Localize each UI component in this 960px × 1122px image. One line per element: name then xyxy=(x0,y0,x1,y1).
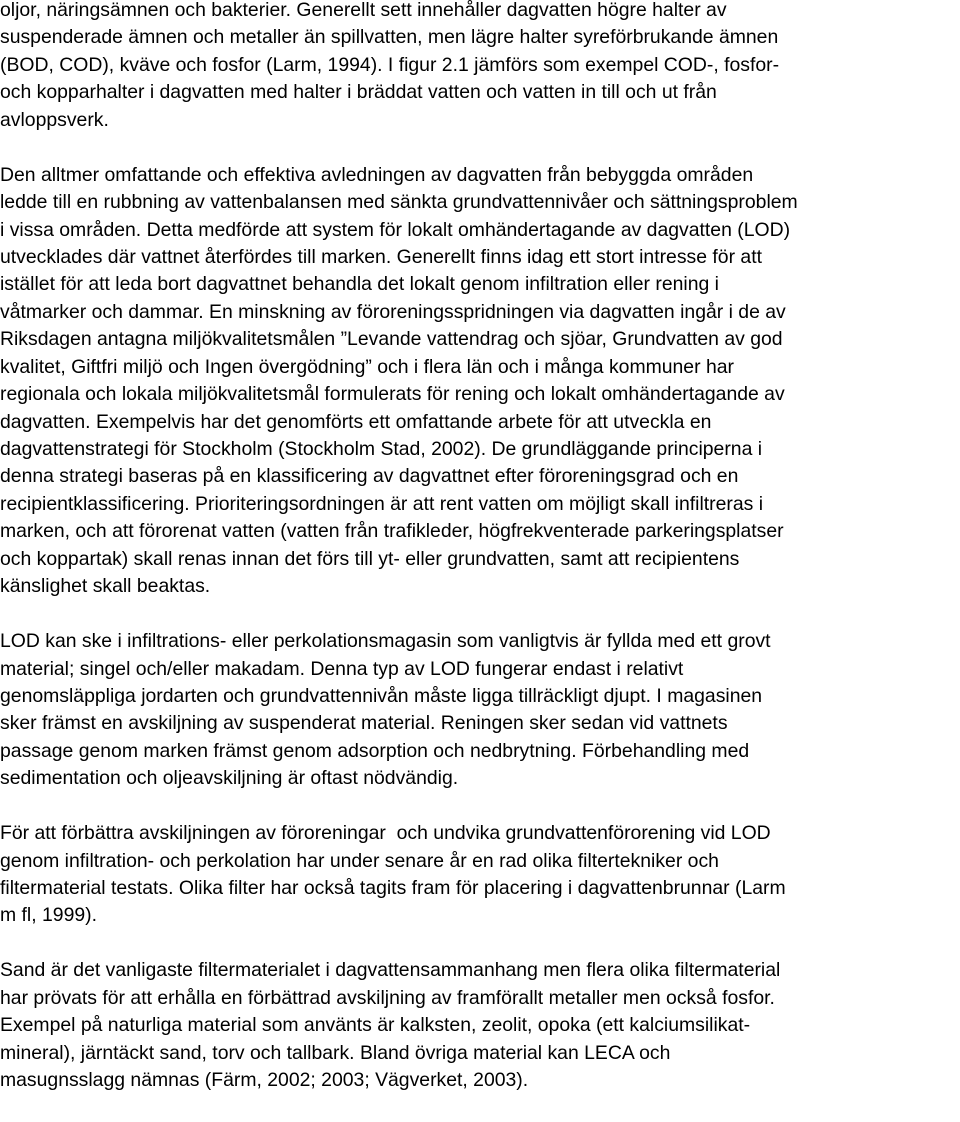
text-line: LOD kan ske i infiltrations- eller perkolationsmagasin som vanligtvis är fyllda med ett grovt xyxy=(0,630,771,653)
text-line: i vissa områden. Detta medförde att system för lokalt omhändertagande av dagvatten (LOD) xyxy=(0,218,791,241)
paragraph-infiltration-magazines xyxy=(0,628,960,793)
paragraph-pollutants xyxy=(0,0,960,134)
text-line: genom infiltration- och perkolation har under senare år en rad olika filtertekniker och xyxy=(0,849,719,872)
text-line: ledde till en rubbning av vattenbalansen med sänkta grundvattennivåer och sättningsproblem xyxy=(0,191,798,214)
text-line: m fl, 1999). xyxy=(0,904,97,927)
text-line: masugnsslagg nämnas (Färm, 2002; 2003; Vägverket, 2003). xyxy=(0,1069,529,1092)
text-line: och kopparhalter i dagvatten med halter i bräddat vatten och vatten in till och ut från xyxy=(0,81,717,104)
text-line: För att förbättra avskiljningen av föroreningar och undvika grundvattenförorening vid LOD xyxy=(0,822,771,845)
text-line: marken, och att förorenat vatten (vatten från trafikleder, högfrekventerade parkeringsplatser xyxy=(0,520,784,543)
text-line: Den alltmer omfattande och effektiva avledningen av dagvatten från bebyggda områden xyxy=(0,163,754,186)
text-line: regionala och lokala miljökvalitetsmål formulerats för rening och lokalt omhändertagande av xyxy=(0,383,785,406)
text-line: Exempel på naturliga material som använts är kalksten, zeolit, opoka (ett kalciumsilikat- xyxy=(0,1014,751,1037)
text-line: sedimentation och oljeavskiljning är oftast nödvändig. xyxy=(0,767,459,790)
paragraph-lod-background xyxy=(0,162,960,601)
text-line: kvalitet, Giftfri miljö och Ingen övergödning” och i flera län och i många kommuner har xyxy=(0,355,734,378)
text-line: genomsläppliga jordarten och grundvattennivån måste ligga tillräckligt djupt. I magasinen xyxy=(0,684,763,707)
text-line: mineral), järntäckt sand, torv och tallbark. Bland övriga material kan LECA och xyxy=(0,1041,671,1064)
paragraph-filter-techniques xyxy=(0,820,960,930)
text-line: passage genom marken främst genom adsorption och nedbrytning. Förbehandling med xyxy=(0,739,750,762)
text-line: dagvatten. Exempelvis har det genomförts ett omfattande arbete för att utveckla en xyxy=(0,410,712,433)
text-line: avloppsverk. xyxy=(0,108,109,131)
text-line: filtermaterial testats. Olika filter har också tagits fram för placering i dagvattenbrunnar (Larm xyxy=(0,877,786,899)
text-line: istället för att leda bort dagvattnet behandla det lokalt genom infiltration eller rening i xyxy=(0,273,719,296)
text-line: oljor, näringsämnen och bakterier. Generellt sett innehåller dagvatten högre halter av xyxy=(0,0,727,21)
text-line: (BOD, COD), kväve och fosfor (Larm, 1994). I figur 2.1 jämförs som exempel COD-, fosfor- xyxy=(0,53,780,76)
text-line: Sand är det vanligaste filtermaterialet i dagvattensammanhang men flera olika filtermaterial xyxy=(0,959,781,982)
text-line: och koppartak) skall renas innan det förs till yt- eller grundvatten, samt att recipientens xyxy=(0,547,740,570)
text-line: dagvattenstrategi för Stockholm (Stockholm Stad, 2002). De grundläggande principerna i xyxy=(0,438,763,460)
text-line: material; singel och/eller makadam. Denna typ av LOD fungerar endast i relativt xyxy=(0,657,684,680)
text-line: utvecklades där vattnet återfördes till marken. Generellt finns idag ett stort intresse för att xyxy=(0,245,762,268)
text-line: denna strategi baseras på en klassificering av dagvattnet efter föroreningsgrad och en xyxy=(0,465,739,488)
text-line: har prövats för att erhålla en förbättrad avskiljning av framförallt metaller men också fosfor. xyxy=(0,986,775,1009)
text-line: Riksdagen antagna miljökvalitetsmålen ”Levande vattendrag och sjöar, Grundvatten av god xyxy=(0,328,783,351)
text-line: suspenderade ämnen och metaller än spillvatten, men lägre halter syreförbrukande ämnen xyxy=(0,26,779,49)
text-line: recipientklassificering. Prioriteringsordningen är att rent vatten om möjligt skall infiltreras i xyxy=(0,492,764,515)
text-line: våtmarker och dammar. En minskning av föroreningsspridningen via dagvatten ingår i de av xyxy=(0,300,786,323)
text-line: känslighet skall beaktas. xyxy=(0,575,211,598)
text-line: sker främst en avskiljning av suspenderat material. Reningen sker sedan vid vattnets xyxy=(0,712,728,735)
